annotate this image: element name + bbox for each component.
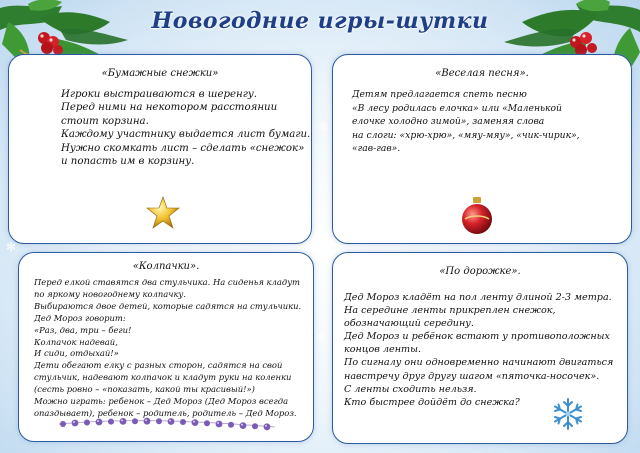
card-heading: «Веселая песня». [435,68,529,79]
card-heading: «Бумажные снежки» [101,68,219,79]
card-heading: «Колпачки». [132,261,200,272]
gold-star-icon [145,195,181,231]
background-snowflake-icon: ✻ [6,240,17,254]
card-text: Дед Мороз кладёт на пол ленту длиной 2-3 метра. На середине ленты прикреплен снежок, обозначающий середину. Дед Мороз и ребёнок встают у противоположных концов ленты. По сигналу они одновременно начинают двигаться навстречу друг другу шагом «пяточка-носочек». С ленты сходить нельзя. Кто быстрее дойдёт до снежка? [344,292,614,408]
card-text: Детям предлагается спеть песню «В лесу родилась елочка» или «Маленькой елочке холодно зимой», заменяя слова на слоги: «хрю-хрю», «мяу-мяу», «чик-чирик», «гав-гав». [352,89,580,155]
game-card-along-the-path [332,252,628,444]
background-snowflake-icon: ✻ [316,330,327,344]
bead-garland-icon [55,415,279,433]
card-text: Перед елкой ставятся два стульчика. На сиденья кладут по яркому новогоднему колпачку. Выбираются двое детей, которые садятся на стульчики. Дед Мороз говорит: «Раз, два, три – беги! Колпачок надевай, И сиди, отдыхай!» Дети обегают елку с разных сторон, садятся на свой стульчик, надевают колпачок и кладут руки на коленки (сесть ровно – «показать, какой ты красивый!») Можно играть: ребенок – Дед Мороз (Дед Мороз всегда опаздывает), ребенок – родитель, родитель – Дед Мороз. [34,277,302,418]
snowflake-icon [551,397,585,431]
card-text: Игроки выстраиваются в шеренгу. Перед ними на некотором расстоянии стоит корзина. Каждому участнику выдается лист бумаги. Нужно скомкать лист – сделать «снежок» и попасть им в корзину. [61,89,311,168]
game-card-funny-song [332,54,632,244]
red-ornament-icon [457,195,497,237]
game-card-paper-snowballs [8,54,312,244]
background-snowflake-icon: ✻ [318,120,329,134]
game-card-caps [18,252,314,442]
page-title: Новогодние игры-шутки [151,8,489,34]
card-heading: «По дорожке». [439,266,521,277]
